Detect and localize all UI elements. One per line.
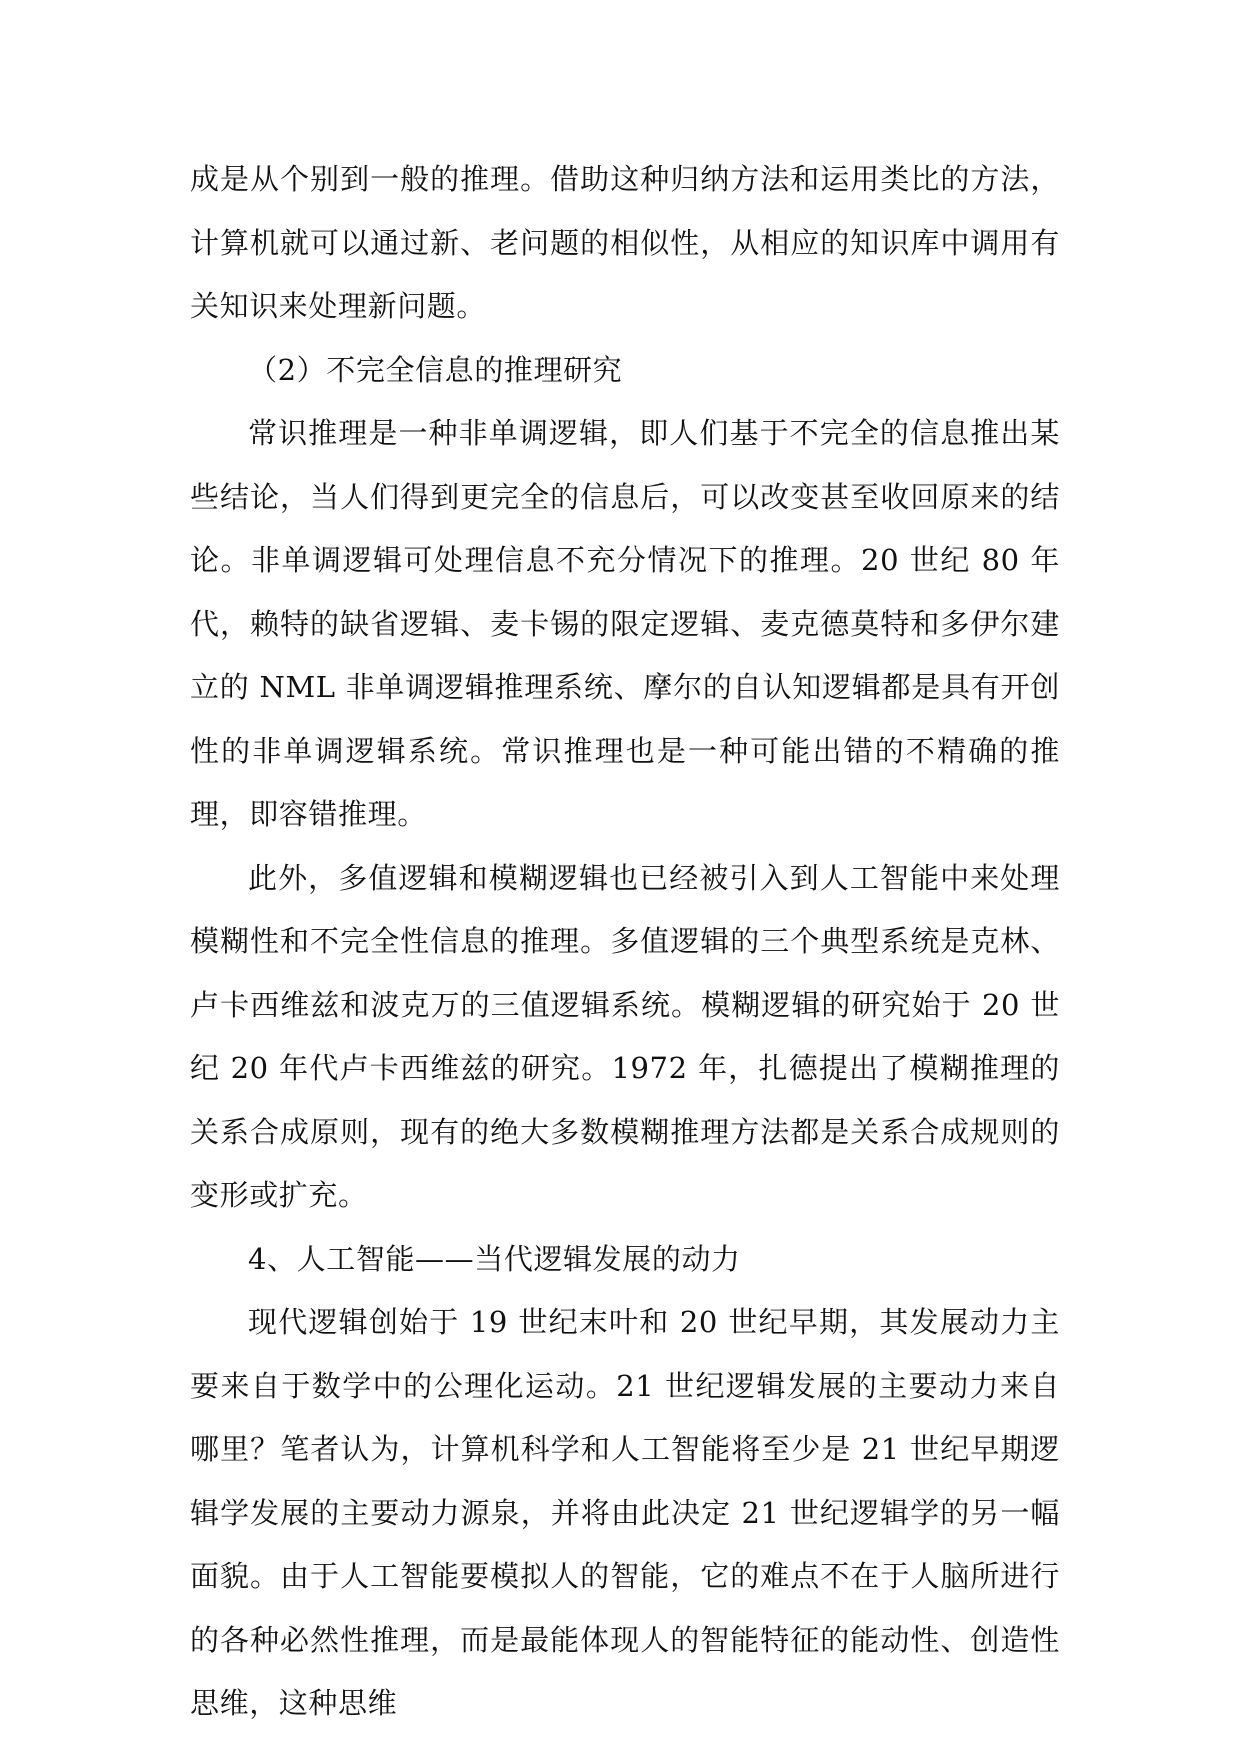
paragraph-multivalued-fuzzy-logic: 此外，多值逻辑和模糊逻辑也已经被引入到人工智能中来处理模糊性和不完全性信息的推理。多值逻辑的三个典型系统是克林、卢卡西维兹和波克万的三值逻辑系统。模糊逻辑的研究始于 20 世纪 20 年代卢卡西维兹的研究。1972 年，扎德提出了模糊推理的关系合成原则，现有的绝大多数模糊推理方法都是关系合成规则的变形或扩充。 [190, 860, 1060, 1212]
paragraph-common-sense-reasoning: 常识推理是一种非单调逻辑，即人们基于不完全的信息推出某些结论，当人们得到更完全的信息后，可以改变甚至收回原来的结论。非单调逻辑可处理信息不充分情况下的推理。20 世纪 80 年代，赖特的缺省逻辑、麦卡锡的限定逻辑、麦克德莫特和多伊尔建立的 NML 非单调逻辑推理系统、摩尔的自认知逻辑都是具有开创性的非单调逻辑系统。常识推理也是一种可能出错的不精确的推理，即容错推理。 [190, 416, 1060, 831]
paragraph-modern-logic: 现代逻辑创始于 19 世纪末叶和 20 世纪早期，其发展动力主要来自于数学中的公理化运动。21 世纪逻辑发展的主要动力来自哪里？笔者认为，计算机科学和人工智能将至少是 21 世纪早期逻辑学发展的主要动力源泉，并将由此决定 21 世纪逻辑学的另一幅面貌。由于人工智能要模拟人的智能，它的难点不在于人脑所进行的各种必然性推理，而是最能体现人的智能特征的能动性、创造性思维，这种思维 [190, 1305, 1060, 1720]
section-heading-ai-logic-driver: 4、人工智能——当代逻辑发展的动力 [248, 1241, 741, 1276]
paragraph-continuation: 成是从个别到一般的推理。借助这种归纳方法和运用类比的方法，计算机就可以通过新、老问题的相似性，从相应的知识库中调用有关知识来处理新问题。 [190, 162, 1060, 323]
document-body [190, 148, 1060, 1736]
section-heading-incomplete-info: （2）不完全信息的推理研究 [248, 352, 623, 387]
